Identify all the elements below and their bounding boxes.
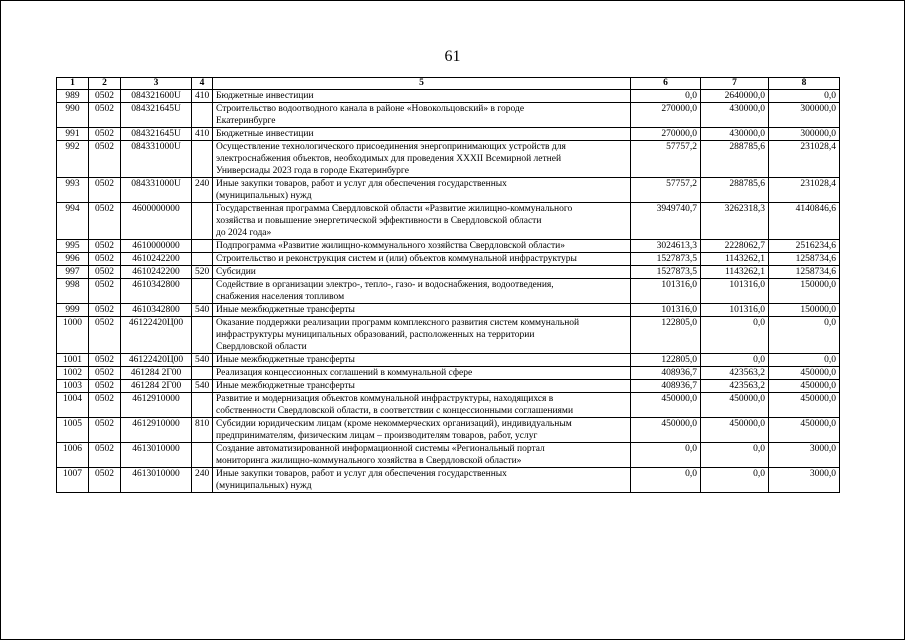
amount-col6-cell: 270000,0 [631, 128, 701, 141]
expense-type-cell: 410 [192, 128, 213, 141]
description-cell: Создание автоматизированной информационной системы «Региональный портал мониторинга жилищно-коммунального хозяйства в Свердловской области» [213, 443, 631, 468]
amount-col6-cell: 0,0 [631, 468, 701, 493]
description-cell: Иные закупки товаров, работ и услуг для обеспечения государственных (муниципальных) нужд [213, 468, 631, 493]
target-code-cell: 4612910000 [121, 393, 192, 418]
expense-type-cell: 240 [192, 178, 213, 203]
column-header: 3 [121, 78, 192, 90]
row-number-cell: 1003 [57, 380, 89, 393]
amount-col6-cell: 101316,0 [631, 304, 701, 317]
row-number-cell: 996 [57, 253, 89, 266]
section-code-cell: 0502 [89, 304, 121, 317]
amount-col7-cell: 0,0 [701, 317, 769, 354]
target-code-cell: 084321600U [121, 90, 192, 103]
amount-col6-cell: 122805,0 [631, 354, 701, 367]
amount-col6-cell: 3949740,7 [631, 203, 701, 240]
row-number-cell: 1001 [57, 354, 89, 367]
description-cell: Иные межбюджетные трансферты [213, 354, 631, 367]
description-cell: Подпрограмма «Развитие жилищно-коммунального хозяйства Свердловской области» [213, 240, 631, 253]
amount-col7-cell: 288785,6 [701, 141, 769, 178]
description-cell: Иные закупки товаров, работ и услуг для обеспечения государственных (муниципальных) нужд [213, 178, 631, 203]
row-number-cell: 993 [57, 178, 89, 203]
table-header-row [57, 78, 840, 90]
amount-col6-cell: 101316,0 [631, 279, 701, 304]
amount-col8-cell: 450000,0 [769, 418, 840, 443]
section-code-cell: 0502 [89, 128, 121, 141]
section-code-cell: 0502 [89, 367, 121, 380]
expense-type-cell [192, 253, 213, 266]
expense-type-cell [192, 393, 213, 418]
expense-type-cell [192, 367, 213, 380]
table-row [57, 178, 840, 203]
target-code-cell: 4610342800 [121, 279, 192, 304]
description-cell: Строительство водоотводного канала в районе «Новокольцовский» в городе Екатеринбурге [213, 103, 631, 128]
description-cell: Оказание поддержки реализации программ комплексного развития систем коммунальной инфраструктуры муниципальных образований, расположенных на территории Свердловской области [213, 317, 631, 354]
description-cell: Строительство и реконструкция систем и (или) объектов коммунальной инфраструктуры [213, 253, 631, 266]
expense-type-cell: 410 [192, 90, 213, 103]
amount-col7-cell: 0,0 [701, 468, 769, 493]
expense-type-cell: 240 [192, 468, 213, 493]
target-code-cell: 4612910000 [121, 418, 192, 443]
target-code-cell: 4613010000 [121, 443, 192, 468]
expense-type-cell [192, 317, 213, 354]
table-row [57, 443, 840, 468]
description-cell: Субсидии юридическим лицам (кроме некоммерческих организаций), индивидуальным предпринимателям, физическим лицам – производителям товаров, работ, услуг [213, 418, 631, 443]
description-cell: Содействие в организации электро-, тепло-, газо- и водоснабжения, водоотведения, снабжения населения топливом [213, 279, 631, 304]
table-row [57, 141, 840, 178]
target-code-cell: 46122420Ц00 [121, 354, 192, 367]
table-row [57, 380, 840, 393]
table-row [57, 203, 840, 240]
description-cell: Иные межбюджетные трансферты [213, 380, 631, 393]
table-row [57, 317, 840, 354]
row-number-cell: 1007 [57, 468, 89, 493]
expense-type-cell: 540 [192, 354, 213, 367]
amount-col8-cell: 1258734,6 [769, 266, 840, 279]
table-row [57, 128, 840, 141]
column-header: 5 [213, 78, 631, 90]
section-code-cell: 0502 [89, 240, 121, 253]
amount-col8-cell: 300000,0 [769, 103, 840, 128]
section-code-cell: 0502 [89, 103, 121, 128]
amount-col8-cell: 150000,0 [769, 304, 840, 317]
amount-col6-cell: 0,0 [631, 443, 701, 468]
amount-col8-cell: 450000,0 [769, 393, 840, 418]
row-number-cell: 990 [57, 103, 89, 128]
column-header: 4 [192, 78, 213, 90]
section-code-cell: 0502 [89, 90, 121, 103]
target-code-cell: 461284 2Г00 [121, 380, 192, 393]
column-header: 2 [89, 78, 121, 90]
amount-col6-cell: 1527873,5 [631, 266, 701, 279]
row-number-cell: 994 [57, 203, 89, 240]
amount-col7-cell: 2640000,0 [701, 90, 769, 103]
column-header: 7 [701, 78, 769, 90]
section-code-cell: 0502 [89, 380, 121, 393]
amount-col8-cell: 0,0 [769, 90, 840, 103]
target-code-cell: 084321645U [121, 128, 192, 141]
amount-col8-cell: 150000,0 [769, 279, 840, 304]
section-code-cell: 0502 [89, 266, 121, 279]
row-number-cell: 997 [57, 266, 89, 279]
table-body [57, 90, 840, 493]
amount-col8-cell: 231028,4 [769, 141, 840, 178]
amount-col7-cell: 423563,2 [701, 367, 769, 380]
amount-col6-cell: 450000,0 [631, 418, 701, 443]
table-row [57, 103, 840, 128]
table-row [57, 266, 840, 279]
row-number-cell: 1006 [57, 443, 89, 468]
amount-col8-cell: 3000,0 [769, 443, 840, 468]
amount-col8-cell: 1258734,6 [769, 253, 840, 266]
target-code-cell: 4610342800 [121, 304, 192, 317]
amount-col6-cell: 270000,0 [631, 103, 701, 128]
amount-col6-cell: 122805,0 [631, 317, 701, 354]
amount-col8-cell: 0,0 [769, 354, 840, 367]
amount-col7-cell: 101316,0 [701, 304, 769, 317]
amount-col6-cell: 408936,7 [631, 380, 701, 393]
amount-col7-cell: 430000,0 [701, 128, 769, 141]
row-number-cell: 995 [57, 240, 89, 253]
section-code-cell: 0502 [89, 443, 121, 468]
description-cell: Государственная программа Свердловской области «Развитие жилищно-коммунального хозяйства и повышение энергетической эффективности в Свердловской области до 2024 года» [213, 203, 631, 240]
table-row [57, 279, 840, 304]
target-code-cell: 461284 2Г00 [121, 367, 192, 380]
table-row [57, 354, 840, 367]
amount-col6-cell: 408936,7 [631, 367, 701, 380]
section-code-cell: 0502 [89, 253, 121, 266]
amount-col7-cell: 1143262,1 [701, 266, 769, 279]
amount-col8-cell: 300000,0 [769, 128, 840, 141]
section-code-cell: 0502 [89, 354, 121, 367]
expense-type-cell [192, 443, 213, 468]
amount-col7-cell: 101316,0 [701, 279, 769, 304]
table-row [57, 253, 840, 266]
expense-type-cell: 520 [192, 266, 213, 279]
table-row [57, 304, 840, 317]
table-row [57, 367, 840, 380]
amount-col7-cell: 450000,0 [701, 393, 769, 418]
expense-type-cell [192, 141, 213, 178]
expense-type-cell: 810 [192, 418, 213, 443]
table-row [57, 393, 840, 418]
target-code-cell: 084321645U [121, 103, 192, 128]
amount-col6-cell: 3024613,3 [631, 240, 701, 253]
amount-col8-cell: 2516234,6 [769, 240, 840, 253]
row-number-cell: 1004 [57, 393, 89, 418]
table-row [57, 468, 840, 493]
expense-type-cell [192, 240, 213, 253]
section-code-cell: 0502 [89, 317, 121, 354]
amount-col8-cell: 3000,0 [769, 468, 840, 493]
table-row [57, 90, 840, 103]
description-cell: Бюджетные инвестиции [213, 90, 631, 103]
amount-col8-cell: 450000,0 [769, 380, 840, 393]
amount-col7-cell: 0,0 [701, 443, 769, 468]
amount-col8-cell: 450000,0 [769, 367, 840, 380]
amount-col7-cell: 2228062,7 [701, 240, 769, 253]
section-code-cell: 0502 [89, 468, 121, 493]
expense-type-cell [192, 103, 213, 128]
row-number-cell: 992 [57, 141, 89, 178]
column-header: 8 [769, 78, 840, 90]
amount-col6-cell: 57757,2 [631, 141, 701, 178]
description-cell: Бюджетные инвестиции [213, 128, 631, 141]
amount-col6-cell: 57757,2 [631, 178, 701, 203]
budget-table [56, 77, 840, 493]
row-number-cell: 989 [57, 90, 89, 103]
amount-col7-cell: 1143262,1 [701, 253, 769, 266]
expense-type-cell [192, 203, 213, 240]
target-code-cell: 4610242200 [121, 253, 192, 266]
section-code-cell: 0502 [89, 203, 121, 240]
description-cell: Иные межбюджетные трансферты [213, 304, 631, 317]
amount-col6-cell: 450000,0 [631, 393, 701, 418]
amount-col7-cell: 3262318,3 [701, 203, 769, 240]
row-number-cell: 1005 [57, 418, 89, 443]
amount-col8-cell: 4140846,6 [769, 203, 840, 240]
target-code-cell: 4613010000 [121, 468, 192, 493]
description-cell: Реализация концессионных соглашений в коммунальной сфере [213, 367, 631, 380]
target-code-cell: 46122420Ц00 [121, 317, 192, 354]
amount-col6-cell: 1527873,5 [631, 253, 701, 266]
section-code-cell: 0502 [89, 141, 121, 178]
target-code-cell: 4610242200 [121, 266, 192, 279]
target-code-cell: 084331000U [121, 178, 192, 203]
row-number-cell: 999 [57, 304, 89, 317]
column-header: 1 [57, 78, 89, 90]
section-code-cell: 0502 [89, 418, 121, 443]
row-number-cell: 998 [57, 279, 89, 304]
target-code-cell: 4610000000 [121, 240, 192, 253]
target-code-cell: 084331000U [121, 141, 192, 178]
amount-col7-cell: 423563,2 [701, 380, 769, 393]
row-number-cell: 991 [57, 128, 89, 141]
amount-col8-cell: 231028,4 [769, 178, 840, 203]
table-row [57, 240, 840, 253]
amount-col7-cell: 0,0 [701, 354, 769, 367]
expense-type-cell: 540 [192, 380, 213, 393]
amount-col7-cell: 430000,0 [701, 103, 769, 128]
table-row [57, 418, 840, 443]
amount-col7-cell: 288785,6 [701, 178, 769, 203]
column-header: 6 [631, 78, 701, 90]
description-cell: Субсидии [213, 266, 631, 279]
amount-col7-cell: 450000,0 [701, 418, 769, 443]
amount-col6-cell: 0,0 [631, 90, 701, 103]
section-code-cell: 0502 [89, 393, 121, 418]
page-number: 61 [444, 48, 461, 65]
section-code-cell: 0502 [89, 178, 121, 203]
description-cell: Осуществление технологического присоединения энергопринимающих устройств для электроснабжения объектов, необходимых для проведения XXXII Всемирной летней Универсиады 2023 года в городе Екатеринбурге [213, 141, 631, 178]
row-number-cell: 1000 [57, 317, 89, 354]
expense-type-cell: 540 [192, 304, 213, 317]
amount-col8-cell: 0,0 [769, 317, 840, 354]
description-cell: Развитие и модернизация объектов коммунальной инфраструктуры, находящихся в собственности Свердловской области, в соответствии с концессионными соглашениями [213, 393, 631, 418]
row-number-cell: 1002 [57, 367, 89, 380]
expense-type-cell [192, 279, 213, 304]
section-code-cell: 0502 [89, 279, 121, 304]
target-code-cell: 4600000000 [121, 203, 192, 240]
